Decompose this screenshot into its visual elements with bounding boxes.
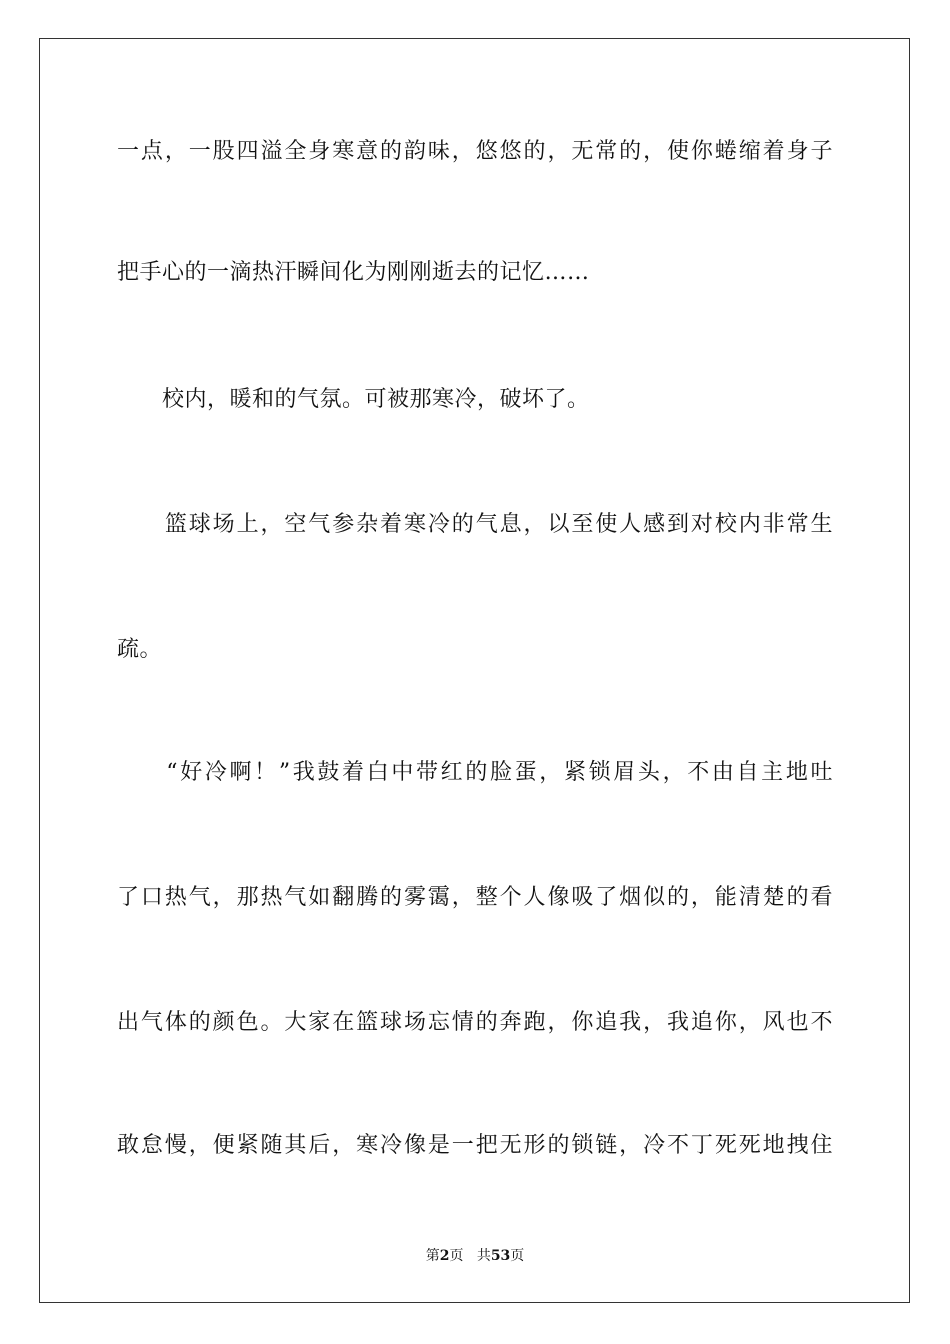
footer-page-suffix: 页 (449, 1248, 464, 1264)
text-line-7: 了口热气，那热气如翻腾的雾霭，整个人像吸了烟似的，能清楚的看 (117, 885, 833, 910)
text-line-6: “好冷啊！”我鼓着白中带红的脸蛋，紧锁眉头，不由自主地吐 (117, 760, 833, 785)
footer-total-prefix: 共 (476, 1248, 491, 1264)
footer-page-number: 2 (439, 1248, 450, 1264)
footer-total-suffix: 页 (510, 1248, 525, 1264)
text-line-5: 疏。 (117, 637, 163, 662)
text-line-4: 篮球场上，空气参杂着寒冷的气息，以至使人感到对校内非常生 (117, 512, 833, 537)
text-line-8: 出气体的颜色。大家在篮球场忘情的奔跑，你追我，我追你，风也不 (117, 1010, 833, 1035)
footer-page-prefix: 第 (425, 1248, 440, 1264)
page-border (39, 38, 910, 1303)
text-line-3: 校内，暖和的气氛。可被那寒冷，破坏了。 (117, 387, 590, 412)
text-line-9: 敢怠慢，便紧随其后，寒冷像是一把无形的锁链，冷不丁死死地拽住 (117, 1133, 833, 1158)
page-footer (0, 1247, 950, 1265)
footer-total-pages: 53 (490, 1248, 511, 1264)
text-line-2: 把手心的一滴热汗瞬间化为刚刚逝去的记忆…… (117, 260, 590, 285)
text-line-1: 一点，一股四溢全身寒意的韵味，悠悠的，无常的，使你蜷缩着身子 (117, 139, 833, 164)
